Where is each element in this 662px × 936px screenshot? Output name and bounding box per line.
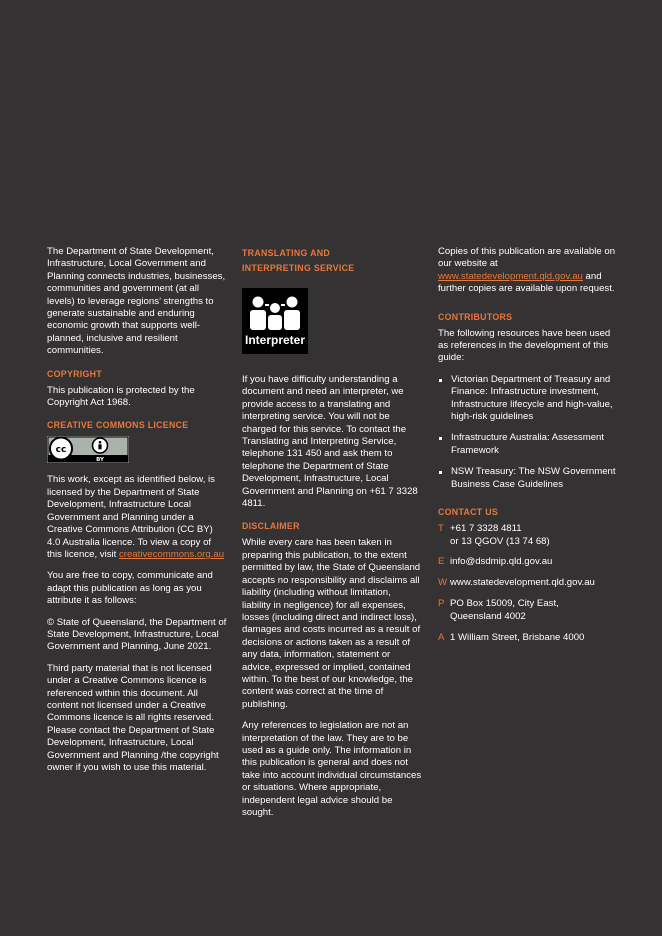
right-column xyxy=(438,246,618,652)
contact-letter: E xyxy=(438,556,445,568)
middle-column xyxy=(242,246,422,828)
contact-website xyxy=(438,577,618,589)
translating-heading: TRANSLATING AND INTERPRETING SERVICE xyxy=(242,248,355,273)
phone-number[interactable]: +61 7 3328 4811 xyxy=(450,523,522,535)
copyright-heading: COPYRIGHT xyxy=(47,368,102,379)
contact-letter: W xyxy=(438,577,448,589)
cc-by-label: BY xyxy=(96,457,104,464)
contributors-heading: CONTRIBUTORS xyxy=(438,311,513,322)
legislation-text: Any references to legislation are not an interpretation of the law. They are to be used as a guide only. The information in this publication is general and does not take into account individual circumstances or situations. Where appropriate, independent legal advice should be sought. xyxy=(242,720,422,818)
contact-postal xyxy=(438,598,618,623)
contact-telephone xyxy=(438,523,618,548)
contact-letter: T xyxy=(438,523,444,535)
attribution-text: © State of Queensland, the Department of State Development, Infrastructure, Local Government and Planning, June 2021. xyxy=(47,616,227,653)
cc-licence-text: This work, except as identified below, is licensed by the Department of State Development, Infrastructure Local Government and Planning under a Creative Commons Attribution (CC BY) 4.0 Australia licence. To view a copy of this licence, visit creativecommons.org.au xyxy=(47,474,225,560)
contact-address xyxy=(438,632,618,644)
third-party-text: Third party material that is not licensed under a Creative Commons licence is referenced within this document. All content not licensed under a Creative Commons licence is all rights reserved. Please contact the Department of State Development, Infrastructure, Local Government and Planning /the copyright owner if you wish to use this material. xyxy=(47,662,219,773)
postal-address: PO Box 15009, City East, Queensland 4002 xyxy=(450,598,559,622)
list-item: Victorian Department of Treasury and Finance: Infrastructure investment, Infrastructure lifecycle and high-value, high-risk guidelines xyxy=(438,374,618,424)
list-item: Infrastructure Australia: Assessment Framework xyxy=(438,432,618,457)
contact-letter: A xyxy=(438,631,445,643)
street-address: 1 William Street, Brisbane 4000 xyxy=(450,631,585,643)
copies-text: Copies of this publication are available on our website at www.statedevelopment.qld.gov.au and further copies are available upon request. xyxy=(438,246,616,295)
list-item: NSW Treasury: The NSW Government Business Case Guidelines xyxy=(438,466,618,491)
interpreter-symbol-icon xyxy=(242,288,308,354)
disclaimer-heading: DISCLAIMER xyxy=(242,521,300,532)
contact-email xyxy=(438,556,618,568)
contributors-intro: The following resources have been used as references in the development of this guide: xyxy=(438,327,611,364)
website-address[interactable]: www.statedevelopment.qld.gov.au xyxy=(450,577,595,589)
interpreter-label: Interpreter xyxy=(244,333,306,347)
website-link[interactable]: www.statedevelopment.qld.gov.au xyxy=(438,270,583,282)
free-to-copy-text: You are free to copy, communicate and adapt this publication as long as you attribute it as follows: xyxy=(47,570,213,607)
contact-heading: CONTACT US xyxy=(438,507,499,518)
interpreter-text: If you have difficulty understanding a document and need an interpreter, we provide access to a translating and interpreting service. You will not be charged for this service. To contact the Translating and Interpreting Service, telephone 131 450 and ask them to telephone the Department of State Development, Infrastructure, Local Government and Planning on +61 7 3328 4811. xyxy=(242,374,418,510)
creative-commons-heading: CREATIVE COMMONS LICENCE xyxy=(47,420,189,431)
left-column xyxy=(47,246,227,783)
contributors-list xyxy=(438,374,618,491)
phone-number-alt[interactable]: or 13 QGOV (13 74 68) xyxy=(450,535,550,547)
svg-text:cc: cc xyxy=(55,445,67,456)
contact-letter: P xyxy=(438,598,445,610)
copyright-text: This publication is protected by the Copyright Act 1968. xyxy=(47,384,195,409)
disclaimer-text: While every care has been taken in preparing this publication, to the extent permitted by law, the State of Queensland accepts no responsibility and disclaims all liability (including without limitation, liability in negligence) for all expenses, losses (including direct and indirect loss), damages and costs incurred as a result of decisions or actions taken as a result of any data, information, statement or advice, expressed or implied, contained within. To the best of our knowledge, the content was correct at the time of publishing. xyxy=(242,537,421,710)
department-intro: The Department of State Development, Infrastructure, Local Government and Planning connects industries, businesses, communities and government (at all levels) to leverage regions’ strengths to generate sustainable and enduring economic growth that supports well-planned, inclusive and resilient communities. xyxy=(47,246,226,357)
cc-by-license-badge xyxy=(47,436,129,463)
email-address[interactable]: info@dsdmip.qld.gov.au xyxy=(450,556,553,568)
creativecommons-link[interactable]: creativecommons.org.au xyxy=(118,548,225,560)
